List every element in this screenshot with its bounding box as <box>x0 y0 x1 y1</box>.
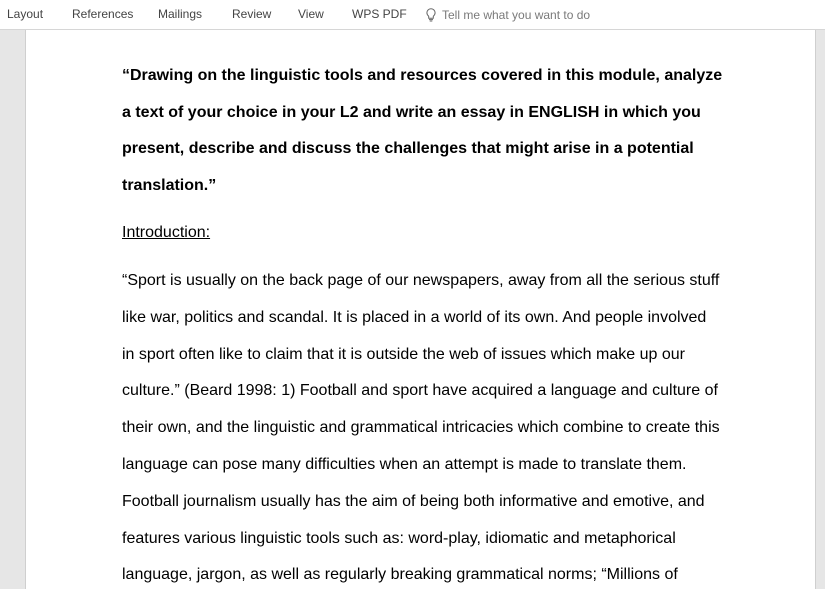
prompt-line: present, describe and discuss the challenges that might arise in a potential <box>122 140 694 158</box>
body-paragraph <box>122 263 732 589</box>
tab-mailings[interactable]: Mailings <box>158 7 203 21</box>
body-line: their own, and the linguistic and grammatical intricacies which combine to create this <box>122 419 720 437</box>
section-heading: Introduction: <box>122 224 211 241</box>
essay-prompt <box>122 58 732 205</box>
tab-wps-pdf[interactable]: WPS PDF <box>352 7 407 21</box>
tell-me-search[interactable] <box>426 5 590 25</box>
lightbulb-icon <box>426 8 436 22</box>
tell-me-placeholder: Tell me what you want to do <box>442 8 591 22</box>
body-line: culture.” (Beard 1998: 1) Football and sport have acquired a language and culture of <box>122 382 718 400</box>
ribbon-tab-bar <box>0 0 825 30</box>
tab-review[interactable]: Review <box>232 7 272 21</box>
document-page[interactable] <box>25 30 816 589</box>
tab-layout[interactable]: Layout <box>7 7 44 21</box>
prompt-line: a text of your choice in your L2 and write an essay in ENGLISH in which you <box>122 103 701 121</box>
body-line: language, jargon, as well as regularly breaking grammatical norms; “Millions of <box>122 566 678 584</box>
body-line: “Sport is usually on the back page of our newspapers, away from all the serious stuff <box>122 272 720 289</box>
body-line: like war, politics and scandal. It is placed in a world of its own. And people involved <box>122 308 707 326</box>
document-canvas[interactable] <box>0 30 825 589</box>
body-line: Football journalism usually has the aim of being both informative and emotive, and <box>122 492 705 510</box>
prompt-line: “Drawing on the linguistic tools and resources covered in this module, analyze <box>122 67 723 84</box>
tab-view[interactable]: View <box>298 7 324 21</box>
body-line: features various linguistic tools such as: word-play, idiomatic and metaphorical <box>122 529 676 547</box>
body-line: language can pose many difficulties when an attempt is made to translate them. <box>122 455 687 473</box>
prompt-line: translation.” <box>122 177 217 195</box>
body-line: in sport often like to claim that it is outside the web of issues which make up our <box>122 345 685 363</box>
tab-references[interactable]: References <box>72 7 134 21</box>
